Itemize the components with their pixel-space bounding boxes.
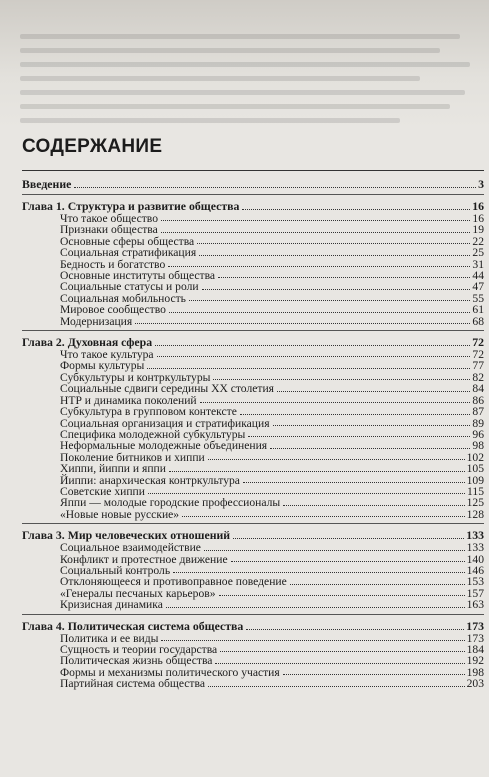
toc-chapter-4 xyxy=(22,619,484,633)
entry-title: Социальная мобильность xyxy=(60,291,186,305)
dot-leader xyxy=(200,402,471,403)
page-number: 16 xyxy=(472,199,484,213)
entry-title: Специфика молодежной субкультуры xyxy=(60,427,246,441)
entry-title: Социальные сдвиги середины XX столетия xyxy=(60,382,274,396)
section-rule xyxy=(22,614,484,615)
dot-leader xyxy=(208,459,465,460)
entry-title: Политическая жизнь общества xyxy=(60,654,213,668)
entry-title: Социальные статусы и роли xyxy=(60,280,199,294)
entry-title: Формы и механизмы политического участия xyxy=(60,665,280,679)
dot-leader xyxy=(218,277,470,278)
dot-leader xyxy=(189,300,470,301)
dot-leader xyxy=(169,471,465,472)
page-number: 105 xyxy=(466,462,484,476)
page-number: 184 xyxy=(466,643,484,656)
toc-entry xyxy=(22,247,484,258)
dot-leader xyxy=(248,436,470,437)
page-number: 72 xyxy=(472,348,484,362)
entry-title: Введение xyxy=(22,177,72,191)
entry-title: Социальная стратификация xyxy=(60,246,197,260)
dot-leader xyxy=(273,425,471,426)
page-number: 198 xyxy=(466,665,484,679)
dot-leader xyxy=(197,243,470,244)
page-number: 89 xyxy=(472,416,484,430)
page-number: 19 xyxy=(472,223,484,237)
section-rule xyxy=(22,330,484,331)
toc-entry xyxy=(22,463,484,474)
entry-title: Формы культуры xyxy=(60,359,145,373)
page-number: 153 xyxy=(466,575,484,589)
page-number: 128 xyxy=(466,507,484,521)
page-number: 115 xyxy=(467,484,484,498)
dot-leader xyxy=(169,312,471,313)
entry-title: Партийная система общества xyxy=(60,677,205,691)
dot-leader xyxy=(199,255,470,256)
page-number: 133 xyxy=(466,528,484,543)
dot-leader xyxy=(147,368,470,369)
toc-entry xyxy=(22,599,484,610)
page-number: 55 xyxy=(472,291,484,305)
page-number: 125 xyxy=(466,496,484,510)
page-number: 173 xyxy=(466,618,484,633)
section-rule xyxy=(22,194,484,195)
entry-title: Модернизация xyxy=(60,314,133,328)
page-number: 163 xyxy=(466,598,484,612)
entry-title: Субкультуры и контркультуры xyxy=(60,370,211,384)
page-number: 146 xyxy=(466,563,484,577)
toc-entry-introduction xyxy=(22,177,484,191)
dot-leader xyxy=(243,482,465,483)
entry-title: Социальный контроль xyxy=(60,563,171,577)
entry-title: Йиппи: анархическая контркультура xyxy=(60,473,240,487)
entry-title: Конфликт и протестное движение xyxy=(60,552,228,566)
dot-leader xyxy=(219,595,465,596)
dot-leader xyxy=(208,686,465,687)
entry-title: Основные институты общества xyxy=(60,269,216,283)
page-number: 173 xyxy=(466,631,484,645)
page-number: 102 xyxy=(466,450,484,464)
dot-leader xyxy=(233,538,464,539)
page-number: 25 xyxy=(472,246,484,260)
page-number: 68 xyxy=(472,314,484,328)
dot-leader xyxy=(204,550,465,551)
entry-title: Хиппи, йиппи и яппи xyxy=(60,462,166,476)
entry-title: Отклоняющееся и противоправное поведение xyxy=(60,575,287,589)
page-title: СОДЕРЖАНИЕ xyxy=(22,136,163,157)
toc-chapter-2 xyxy=(22,335,484,349)
entry-title: Что такое культура xyxy=(60,348,154,362)
page-number: 140 xyxy=(466,552,484,566)
page-number: 157 xyxy=(466,586,484,600)
page-number: 3 xyxy=(478,177,484,191)
dot-leader xyxy=(277,391,470,392)
entry-title: Сущность и теории государства xyxy=(60,643,218,656)
page-number: 72 xyxy=(472,335,484,350)
toc-entry xyxy=(22,304,484,315)
entry-title: Глава 1. Структура и развитие общества xyxy=(22,199,240,213)
toc-entry xyxy=(22,316,484,327)
entry-title: Основные сферы общества xyxy=(60,234,195,248)
dot-leader xyxy=(202,289,471,290)
section-rule xyxy=(22,523,484,524)
page-number: 31 xyxy=(472,257,484,271)
toc-entry xyxy=(22,440,484,451)
dot-leader xyxy=(161,640,464,641)
entry-title: Признаки общества xyxy=(60,223,158,237)
toc-entry xyxy=(22,678,484,689)
toc-page xyxy=(22,136,484,690)
dot-leader xyxy=(148,493,465,494)
entry-title: Глава 4. Политическая система общества xyxy=(22,618,244,633)
previous-page-bleed-through xyxy=(0,0,489,130)
dot-leader xyxy=(290,584,465,585)
dot-leader xyxy=(155,345,470,346)
dot-leader xyxy=(215,663,464,664)
entry-title: Мировое сообщество xyxy=(60,303,166,317)
page-number: 192 xyxy=(466,654,484,668)
entry-title: Субкультура в групповом контексте xyxy=(60,405,237,419)
entry-title: Бедность и богатство xyxy=(60,257,166,271)
entry-title: Глава 3. Мир человеческих отношений xyxy=(22,528,231,543)
toc-entry xyxy=(22,509,484,520)
page-number: 203 xyxy=(466,677,484,691)
dot-leader xyxy=(166,607,465,608)
dot-leader xyxy=(168,266,470,267)
toc-chapter-3 xyxy=(22,528,484,542)
page-number: 84 xyxy=(472,382,484,396)
dot-leader xyxy=(161,232,471,233)
page-number: 109 xyxy=(466,473,484,487)
toc-chapter-1 xyxy=(22,199,484,213)
entry-title: Политика и ее виды xyxy=(60,631,159,645)
dot-leader xyxy=(283,674,465,675)
page-number: 133 xyxy=(466,541,484,555)
dot-leader xyxy=(161,220,470,221)
entry-title: Глава 2. Духовная сфера xyxy=(22,335,153,350)
dot-leader xyxy=(240,414,471,415)
entry-title: «Генералы песчаных карьеров» xyxy=(60,586,216,600)
page-number: 44 xyxy=(472,269,484,283)
dot-leader xyxy=(246,629,464,630)
toc-entry xyxy=(22,383,484,394)
table-of-contents xyxy=(22,177,484,690)
toc-entry xyxy=(22,542,484,553)
dot-leader xyxy=(242,209,470,210)
page-number: 61 xyxy=(472,303,484,317)
page-number: 77 xyxy=(472,359,484,373)
dot-leader xyxy=(173,572,464,573)
page-number: 82 xyxy=(472,370,484,384)
page-number: 22 xyxy=(472,234,484,248)
entry-title: Социальная организация и стратификация xyxy=(60,416,270,430)
dot-leader xyxy=(157,356,471,357)
dot-leader xyxy=(220,651,464,652)
dot-leader xyxy=(182,516,465,517)
dot-leader xyxy=(213,379,470,380)
dot-leader xyxy=(231,561,465,562)
entry-title: НТР и динамика поколений xyxy=(60,393,197,407)
dot-leader xyxy=(270,448,470,449)
entry-title: Что такое общество xyxy=(60,212,158,225)
page-number: 87 xyxy=(472,405,484,419)
title-rule xyxy=(22,170,484,171)
dot-leader xyxy=(135,323,470,324)
entry-title: Социальное взаимодействие xyxy=(60,541,201,555)
dot-leader xyxy=(74,187,476,188)
dot-leader xyxy=(283,505,464,506)
entry-title: «Новые новые русские» xyxy=(60,507,180,521)
page-number: 16 xyxy=(472,212,484,225)
page-number: 96 xyxy=(472,427,484,441)
page-number: 47 xyxy=(472,280,484,294)
page-number: 98 xyxy=(472,439,484,453)
page-number: 86 xyxy=(472,393,484,407)
entry-title: Яппи — молодые городские профессионалы xyxy=(60,496,281,510)
entry-title: Поколение битников и хиппи xyxy=(60,450,205,464)
toc-entry xyxy=(22,406,484,417)
entry-title: Советские хиппи xyxy=(60,484,145,498)
entry-title: Неформальные молодежные объединения xyxy=(60,439,268,453)
entry-title: Кризисная динамика xyxy=(60,598,163,612)
